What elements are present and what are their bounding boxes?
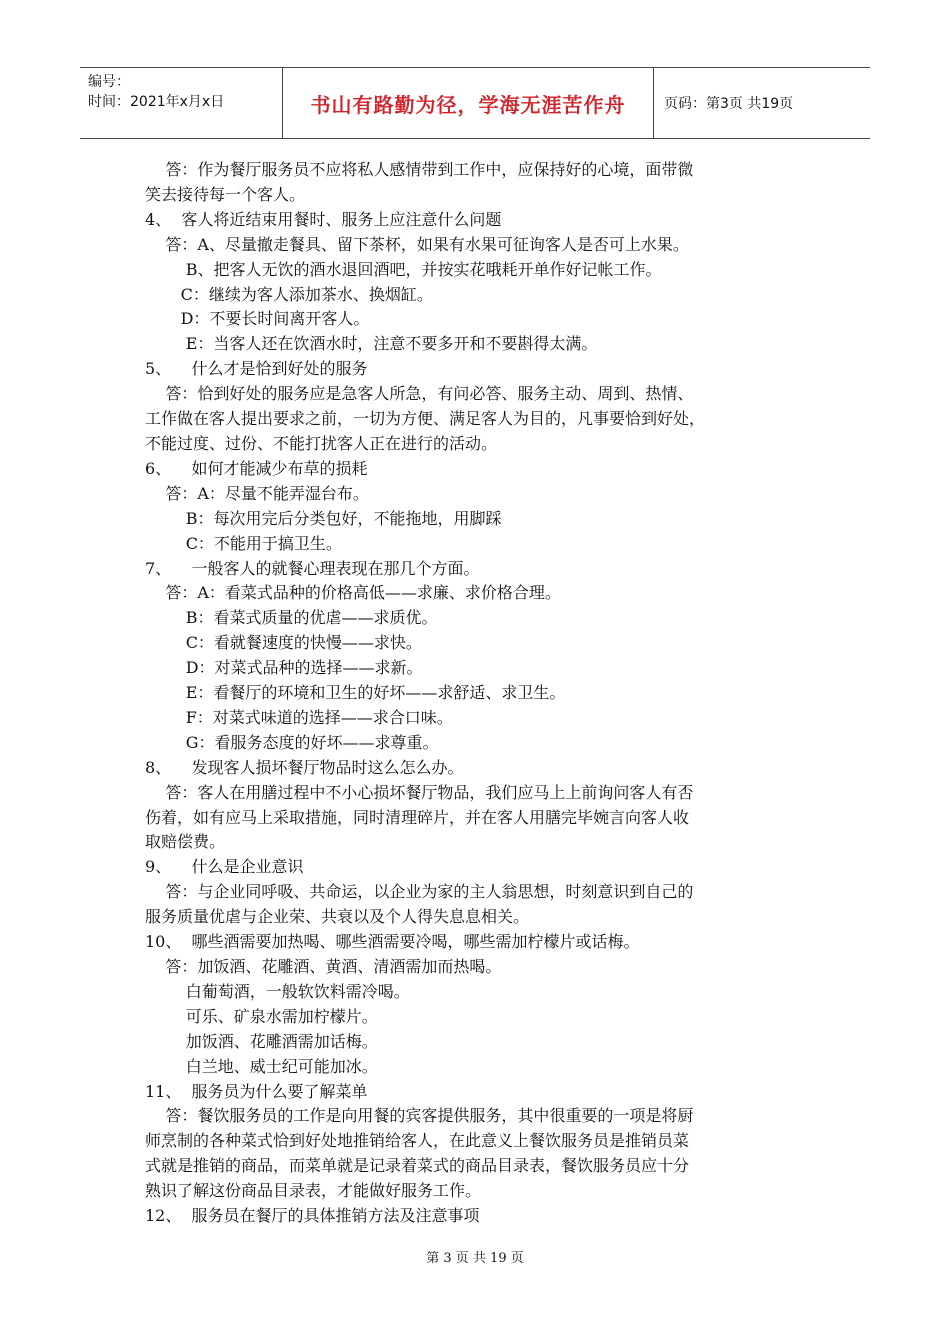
- date-label: 时间：2021年x月x日: [88, 94, 225, 110]
- text-line: C：不能用于搞卫生。: [145, 533, 342, 553]
- text-line: 答：客人在用膳过程中不小心损坏餐厅物品，我们应马上上前询问客人有否: [145, 782, 694, 802]
- text-line: 8、 发现客人损坏餐厅物品时这么怎么办。: [145, 757, 464, 777]
- text-line: 4、 客人将近结束用餐时、服务上应注意什么问题: [145, 209, 502, 229]
- text-line: 熟识了解这份商品目录表，才能做好服务工作。: [145, 1181, 482, 1201]
- text-line: 服务质量优虐与企业荣、共衰以及个人得失息息相关。: [145, 907, 530, 927]
- text-line: 答：餐饮服务员的工作是向用餐的宾客提供服务，其中很重要的一项是将厨: [145, 1106, 694, 1126]
- header-meta: [80, 68, 282, 138]
- text-line: 9、 什么是企业意识: [145, 857, 304, 877]
- text-line: F：对菜式味道的选择——求合口味。: [145, 707, 453, 727]
- text-line: 10、 哪些酒需要加热喝、哪些酒需要冷喝，哪些需加柠檬片或话梅。: [145, 932, 640, 952]
- text-line: B：每次用完后分类包好，不能拖地，用脚踩: [145, 508, 502, 528]
- text-line: 6、 如何才能减少布草的损耗: [145, 458, 368, 478]
- text-line: 不能过度、过份、不能打扰客人正在进行的活动。: [145, 433, 498, 453]
- text-line: G：看服务态度的好坏——求尊重。: [145, 732, 439, 752]
- text-line: 7、 一般客人的就餐心理表现在那几个方面。: [145, 558, 480, 578]
- text-line: 伤着，如有应马上采取措施，同时清理碎片，并在客人用膳完毕婉言向客人收: [145, 807, 690, 827]
- text-line: 笑去接待每一个客人。: [145, 184, 306, 204]
- text-line: 白兰地、威士纪可能加冰。: [145, 1056, 378, 1076]
- code-label: 编号：: [88, 74, 130, 90]
- text-line: C：看就餐速度的快慢——求快。: [145, 633, 422, 653]
- document-body: [145, 158, 810, 1229]
- page-header: [80, 67, 870, 139]
- text-line: 11、 服务员为什么要了解菜单: [145, 1081, 368, 1101]
- text-line: 答：A、尽量撤走餐具、留下茶杯，如果有水果可征询客人是否可上水果。: [145, 234, 689, 254]
- text-line: 可乐、矿泉水需加柠檬片。: [145, 1006, 378, 1026]
- text-line: 式就是推销的商品，而菜单就是记录着菜式的商品目录表，餐饮服务员应十分: [145, 1156, 690, 1176]
- text-line: D：不要长时间离开客人。: [145, 309, 370, 329]
- text-line: 5、 什么才是恰到好处的服务: [145, 359, 368, 379]
- text-line: C：继续为客人添加茶水、换烟缸。: [145, 284, 433, 304]
- text-line: 答：作为餐厅服务员不应将私人感情带到工作中，应保持好的心境，面带微: [145, 160, 694, 179]
- text-line: D：对菜式品种的选择——求新。: [145, 658, 423, 678]
- text-line: E：看餐厅的环境和卫生的好坏——求舒适、求卫生。: [145, 683, 566, 703]
- text-line: 答：恰到好处的服务应是急客人所急，有问必答、服务主动、周到、热情、: [145, 384, 694, 404]
- text-line: 答：A：看菜式品种的价格高低——求廉、求价格合理。: [145, 583, 561, 603]
- text-line: 答：与企业同呼吸、共命运，以企业为家的主人翁思想，时刻意识到自己的: [145, 882, 694, 902]
- text-line: 白葡萄酒，一般软饮料需冷喝。: [145, 981, 410, 1001]
- text-line: 答：加饭酒、花雕酒、黄酒、清酒需加而热喝。: [145, 957, 502, 976]
- text-line: 加饭酒、花雕酒需加话梅。: [145, 1031, 378, 1051]
- text-line: 答：A：尽量不能弄湿台布。: [145, 483, 369, 503]
- text-line: B、把客人无饮的酒水退回酒吧，并按实花哦耗开单作好记帐工作。: [145, 259, 662, 279]
- text-line: E：当客人还在饮酒水时，注意不要多开和不要斟得太满。: [145, 334, 598, 354]
- page-footer: 第 3 页 共 19 页: [426, 1251, 524, 1266]
- text-line: 师烹制的各种菜式恰到好处地推销给客人，在此意义上餐饮服务员是推销员菜: [145, 1131, 690, 1151]
- text-line: 12、 服务员在餐厅的具体推销方法及注意事项: [145, 1206, 480, 1226]
- text-line: 工作做在客人提出要求之前，一切为方便、满足客人为目的，凡事要恰到好处，: [145, 409, 706, 429]
- text-line: B：看菜式质量的优虐——求质优。: [145, 608, 438, 628]
- header-motto: 书山有路勤为径，学海无涯苦作舟: [282, 68, 654, 138]
- header-page-info: 页码：第3页 共19页: [664, 96, 794, 112]
- text-line: 取赔偿费。: [145, 832, 226, 852]
